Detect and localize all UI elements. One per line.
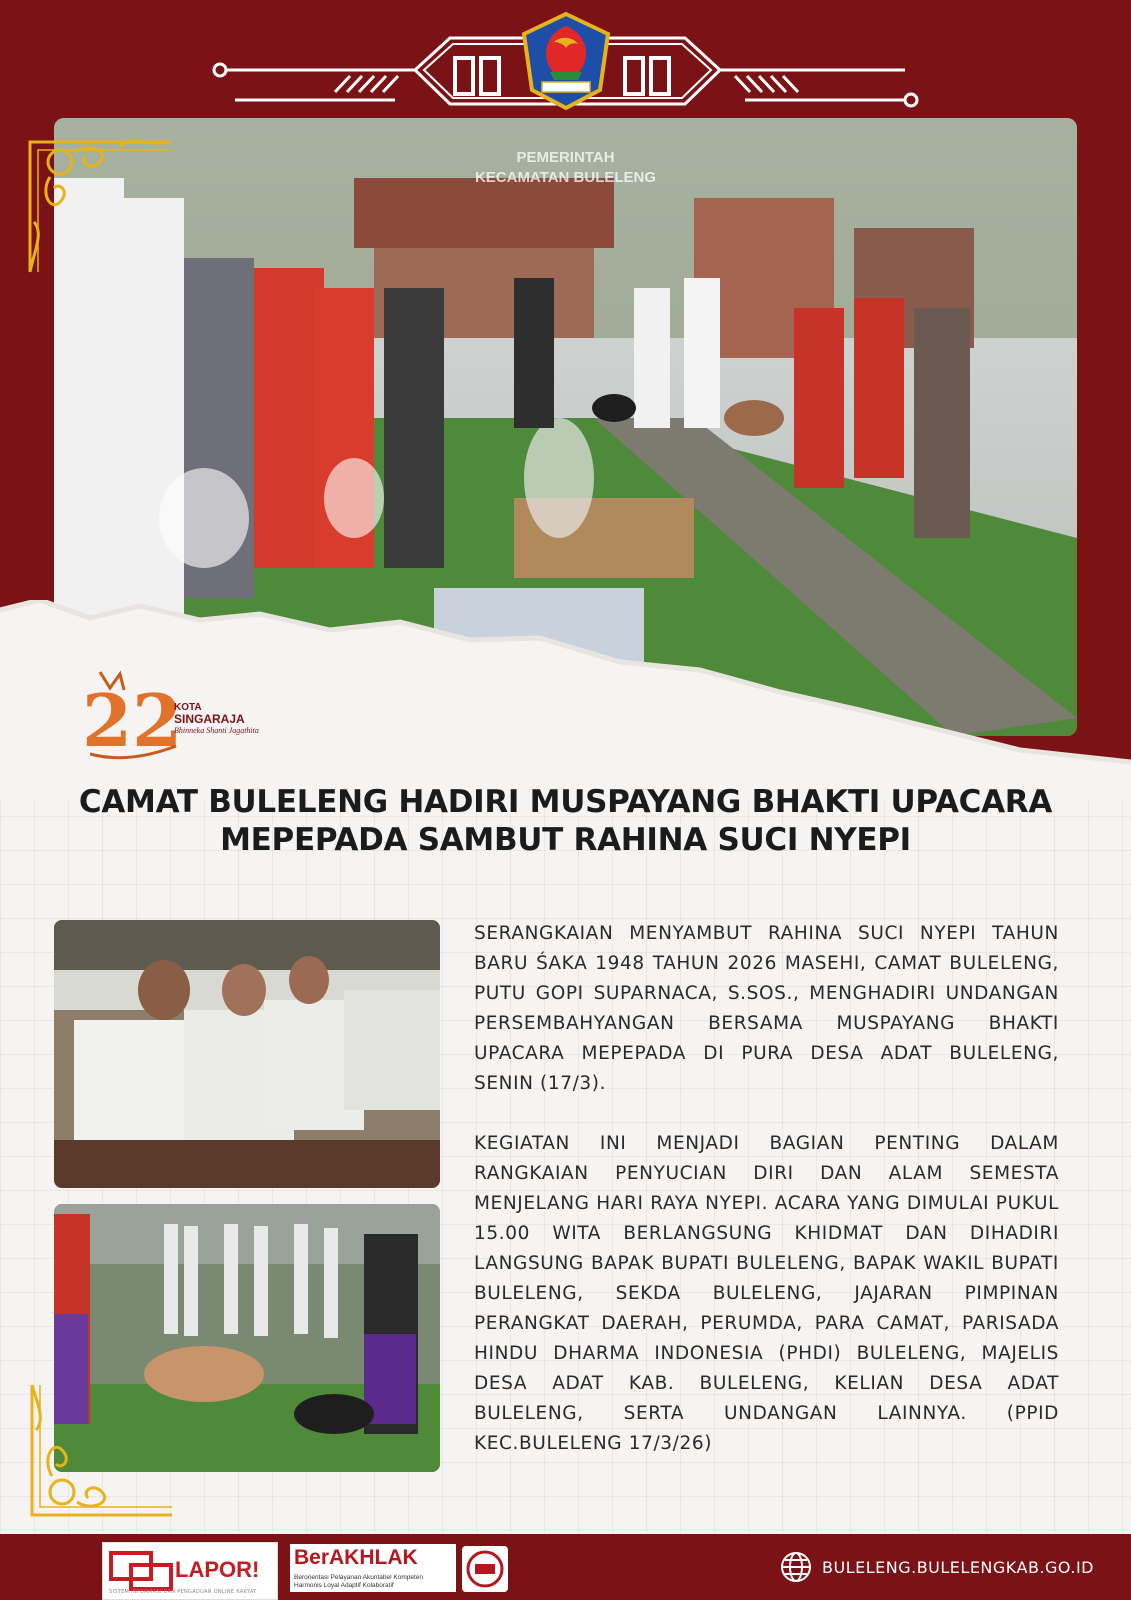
gold-corner-ornament-icon — [20, 122, 180, 287]
article-paragraph-2: KEGIATAN INI MENJADI BAGIAN PENTING DALAM RANGKAIAN PENYUCIAN DIRI DAN ALAM SEMESTA MENJELANG HARI RAYA NYEPI. ACARA YANG DIMULAI PUKUL 15.00 WITA BERLANGSUNG KHIDMAT DAN DIHADIRI LANGSUNG BAPAK BUPATI BULELENG, BAPAK WAKIL BUPATI BULELENG, SEKDA BULELENG, JAJARAN PIMPINAN PERANGKAT DAERAH, PERUMDA, PARA CAMAT, PARISADA HINDU DHARMA INDONESIA (PHDI) BULELENG, MAJELIS DESA ADAT KAB. BULELENG, KELIAN DESA ADAT BULELENG, SERTA UNDANGAN LAINNYA. (PPID KEC.BULELENG 17/3/26) — [474, 1133, 1059, 1454]
hero-caption — [54, 148, 1077, 188]
deer-22-logo-icon — [80, 666, 180, 762]
lapor-sub: SISTEM INFORMASI DAN PENGADUAN ONLINE RAKYAT — [109, 1589, 257, 1595]
globe-icon — [780, 1551, 812, 1583]
gold-corner-ornament-bottom-icon — [22, 1380, 182, 1535]
logo-text — [174, 702, 259, 736]
berakhlak-sub-1: Berorientasi Pelayanan Akuntabel Kompeten — [294, 1574, 424, 1581]
kota-singaraja-anniversary-logo — [80, 666, 280, 762]
lapor-label: LAPOR! — [175, 1557, 260, 1582]
caption-line-1: PEMERINTAH — [516, 149, 615, 166]
article-title: CAMAT BULELENG HADIRI MUSPAYANG BHAKTI UPACARA MEPEPADA SAMBUT RAHINA SUCI NYEPI — [78, 784, 1053, 858]
lapor-chat-icon — [107, 1549, 177, 1593]
website-link[interactable] — [780, 1552, 1094, 1582]
article-body — [474, 919, 1059, 1489]
logo-line-singaraja: SINGARAJA — [174, 712, 245, 726]
caption-line-2: KECAMATAN BULELENG — [474, 169, 657, 186]
svg-text:22: 22 — [82, 678, 180, 762]
website-url: BULELENG.BULELENGKAB.GO.ID — [822, 1557, 1094, 1577]
lapor-badge[interactable] — [102, 1542, 278, 1600]
officials-seated-image — [54, 920, 440, 1188]
buleleng-emblem-icon — [520, 12, 612, 110]
logo-line-kota: KOTA — [174, 702, 202, 713]
article-paragraph-1: SERANGKAIAN MENYAMBUT RAHINA SUCI NYEPI TAHUN BARU ŚAKA 1948 TAHUN 2026 MASEHI, CAMAT BULELENG, PUTU GOPI SUPARNACA, S.SOS., MENGHADIRI UNDANGAN PERSEMBAHYANGAN BERSAMA MUSPAYANG BHAKTI UPACARA MEPEPADA DI PURA DESA ADAT BULELENG, SENIN (17/3). — [474, 923, 1059, 1094]
logo-line-motto: Bhinneka Shanti Jagathita — [174, 726, 259, 735]
seal-badge-icon — [462, 1546, 508, 1592]
photo-officials-seated — [54, 920, 440, 1188]
berakhlak-sub-2: Harmonis Loyal Adaptif Kolaboratif — [294, 1582, 394, 1589]
berakhlak-label: BerAKHLAK — [294, 1546, 418, 1569]
berakhlak-badge — [290, 1544, 456, 1592]
